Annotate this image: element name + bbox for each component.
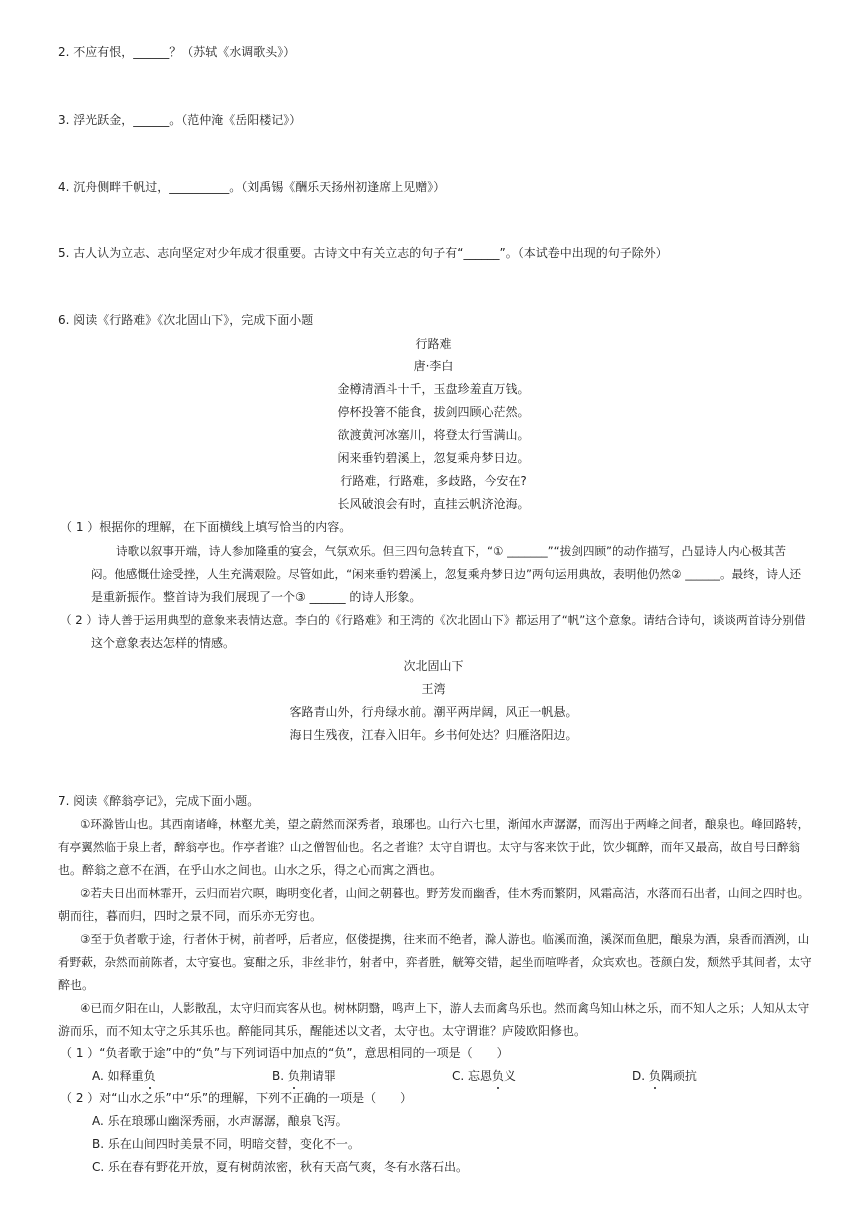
option-text: A. 乐在琅琊山幽深秀丽，水声潺潺，酿泉飞泻。 (92, 1114, 348, 1128)
poem1-author: 唐·李白 (413, 359, 454, 373)
emphasis-char: 负 (287, 1069, 300, 1083)
q7-sub2-option-a[interactable] (92, 1113, 348, 1129)
question-3: 3. 浮光跃金，______。（范仲淹《岳阳楼记》） (58, 113, 302, 127)
q6-sub1-line: 诗歌以叙事开端，诗人参加隆重的宴会，气氛欢乐。但三四句急转直下，“① _______”“拔剑四顾”的动作描写，凸显诗人内心极其苦 (116, 544, 786, 558)
q6-sub2-line: （ 2 ）诗人善于运用典型的意象来表情达意。李白的《行路难》和王湾的《次北固山下》都运用了“帆”这个意象。请结合诗句，谈谈两首诗分别借 (60, 613, 806, 627)
option-text: B. 负荆请罪 (272, 1069, 336, 1083)
q7-sub1-option-c[interactable] (452, 1068, 516, 1084)
q7-sub2-option-c[interactable] (92, 1159, 468, 1175)
emphasis-char: 负 (492, 1069, 505, 1083)
passage-line: 朝而往，暮而归，四时之景不同，而乐亦无穷也。 (58, 909, 323, 923)
q7-sub1-option-a[interactable] (92, 1068, 156, 1084)
q6-sub1-line: 是重新振作。整首诗为我们展现了一个③ ______ 的诗人形象。 (91, 590, 422, 604)
option-text: C. 乐在春有野花开放，夏有树荫浓密，秋有天高气爽，冬有水落石出。 (92, 1160, 469, 1174)
option-text: C. 忘恩负义 (452, 1069, 517, 1083)
passage-line: 游而乐，而不知太守之乐其乐也。醉能同其乐，醒能述以文者，太守也。太守谓谁？庐陵欧阳修也。 (58, 1024, 587, 1038)
poem2-title: 次北固山下 (403, 659, 464, 673)
poem1-title: 行路难 (415, 337, 452, 351)
poem1-line: 欲渡黄河冰塞川，将登太行雪满山。 (337, 428, 530, 442)
option-text: B. 乐在山间四时美景不同，明暗交替，变化不一。 (92, 1137, 360, 1151)
q6-sub2-line: 这个意象表达怎样的情感。 (91, 636, 236, 650)
question-6-intro: 6. 阅读《行路难》《次北固山下》，完成下面小题 (58, 313, 314, 327)
passage-line: 醉也。 (58, 978, 95, 992)
q7-sub1-stem: （ 1 ）“负者歌于途”中的“负”与下列词语中加点的“负”，意思相同的一项是（ ） (60, 1046, 509, 1060)
emphasis-char: 负 (143, 1069, 156, 1083)
emphasis-char: 负 (648, 1069, 661, 1083)
poem2-line: 客路青山外，行舟绿水前。潮平两岸阔，风正一帆悬。 (289, 705, 578, 719)
poem2-line: 海日生残夜，江春入旧年。乡书何处达？归雁洛阳边。 (289, 728, 578, 742)
poem1-line: 停杯投箸不能食，拔剑四顾心茫然。 (337, 405, 530, 419)
poem1-line: 闲来垂钓碧溪上，忽复乘舟梦日边。 (337, 451, 530, 465)
q6-sub1-line: 闷。他感慨仕途受挫，人生充满艰险。尽管如此，“闲来垂钓碧溪上，忽复乘舟梦日边”两句运用典故，表明他仍然② ______。最终，诗人还 (91, 567, 802, 581)
passage-line: ①环滁皆山也。其西南诸峰，林壑尤美，望之蔚然而深秀者，琅琊也。山行六七里，渐闻水声潺潺，而泻出于两峰之间者，酿泉也。峰回路转， (80, 817, 810, 831)
poem2-author: 王湾 (421, 682, 446, 696)
question-2: 2. 不应有恨，______？（苏轼《水调歌头》） (58, 45, 296, 59)
poem1-line: 行路难，行路难，多歧路，今安在? (340, 474, 527, 488)
passage-line: ②若夫日出而林霏开，云归而岩穴暝，晦明变化者，山间之朝暮也。野芳发而幽香，佳木秀而繁阴，风霜高洁，水落而石出者，山间之四时也。 (80, 886, 810, 900)
question-4: 4. 沉舟侧畔千帆过，__________。（刘禹锡《酬乐天扬州初逢席上见赠》） (58, 180, 446, 194)
q7-sub1-option-b[interactable] (272, 1068, 336, 1084)
q7-sub2-option-b[interactable] (92, 1136, 360, 1152)
passage-line: ③至于负者歌于途，行者休于树，前者呼，后者应，伛偻提携，往来而不绝者，滁人游也。临溪而渔，溪深而鱼肥，酿泉为酒，泉香而酒洌，山 (80, 932, 810, 946)
passage-line: ④已而夕阳在山，人影散乱，太守归而宾客从也。树林阴翳，鸣声上下，游人去而禽鸟乐也。然而禽鸟知山林之乐，而不知人之乐；人知从太守 (80, 1001, 810, 1015)
q6-sub1-stem: （ 1 ）根据你的理解，在下面横线上填写恰当的内容。 (60, 520, 352, 534)
q7-sub1-option-d[interactable] (632, 1068, 697, 1084)
question-7-intro: 7. 阅读《醉翁亭记》，完成下面小题。 (58, 794, 260, 808)
question-5: 5. 古人认为立志、志向坚定对少年成才很重要。古诗文中有关立志的句子有“______”。（本试卷中出现的句子除外） (58, 246, 668, 260)
q7-sub2-stem: （ 2 ）对“山水之乐”中“乐”的理解，下列不正确的一项是（ ） (60, 1091, 413, 1105)
passage-line: 也。醉翁之意不在酒，在乎山水之间也。山水之乐，得之心而寓之酒也。 (58, 863, 443, 877)
option-text: D. 负隅顽抗 (632, 1069, 697, 1083)
passage-line: 有亭翼然临于泉上者，醉翁亭也。作亭者谁？山之僧智仙也。名之者谁？太守自谓也。太守与客来饮于此，饮少辄醉，而年又最高，故自号曰醉翁 (58, 840, 801, 854)
poem1-line: 金樽清酒斗十千，玉盘珍羞直万钱。 (337, 382, 530, 396)
poem1-line: 长风破浪会有时，直挂云帆济沧海。 (337, 497, 530, 511)
passage-line: 肴野蔌，杂然而前陈者，太守宴也。宴酣之乐，非丝非竹，射者中，弈者胜，觥筹交错，起坐而喧哗者，众宾欢也。苍颜白发，颓然乎其间者，太守 (58, 955, 812, 969)
option-text: A. 如释重负 (92, 1069, 156, 1083)
